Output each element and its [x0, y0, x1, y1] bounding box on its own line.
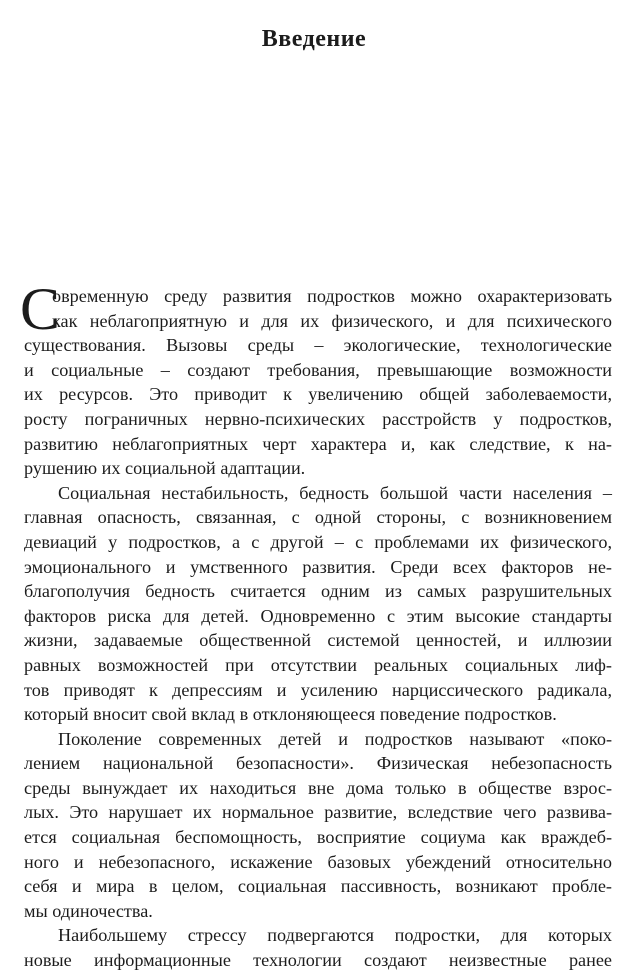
text-line: рушению их социальной адаптации.	[24, 458, 306, 479]
text-line: С овременную среду развития подростков можно охарактеризовать	[20, 276, 612, 342]
text-line: существования. Вызовы среды – экологические, технологические	[24, 335, 612, 356]
text-line: тов приводят к депрессиям и усилению нарциссического радикала,	[24, 679, 612, 700]
text-line: девиаций у подростков, а с другой – с проблемами их физического,	[24, 531, 612, 552]
text-line: среды вынуждает их находиться вне дома только в обществе взрос-	[24, 777, 612, 798]
drop-cap: С	[20, 276, 61, 342]
article-body	[20, 276, 612, 973]
text-line: жизни, задаваемые общественной системой ценностей, и иллюзии	[24, 630, 612, 651]
text-line: как неблагоприятную и для их физического, и для психического	[52, 310, 612, 331]
text-line: Социальная нестабильность, бедность большой части населения –	[58, 482, 612, 503]
text-line: благополучия бедность считается одним из самых разрушительных	[24, 581, 612, 602]
paragraph	[24, 481, 612, 727]
page-title: Введение	[261, 26, 367, 53]
text-line: равных возможностей при отсутствии реальных социальных лиф-	[24, 654, 612, 675]
text-line: Поколение современных детей и подростков называют «поко-	[58, 728, 612, 749]
text-line: лых. Это нарушает их нормальное развитие, вследствие чего развива-	[24, 802, 612, 823]
paragraph	[24, 923, 612, 972]
text-line: который вносит свой вклад в отклоняющееся поведение подростков.	[24, 704, 557, 725]
text-line: Наибольшему стрессу подвергаются подростки, для которых	[58, 925, 612, 946]
text-line: себя и мира в целом, социальная пассивность, возникают пробле-	[24, 876, 612, 897]
text-line: факторов риска для детей. Одновременно с этим высокие стандарты	[24, 605, 612, 626]
text-line: росту пограничных нервно-психических расстройств у подростков,	[24, 408, 612, 429]
text-line: лением национальной безопасности». Физическая небезопасность	[24, 753, 612, 774]
text-line: новые информационные технологии создают неизвестные ранее	[24, 950, 612, 971]
text-line: развитию неблагоприятных черт характера и, как следствие, к на-	[24, 433, 612, 454]
paragraph	[20, 276, 612, 481]
text-line: эмоционального и умственного развития. Среди всех факторов не-	[24, 556, 612, 577]
text-line: их ресурсов. Это приводит к увеличению общей заболеваемости,	[24, 384, 612, 405]
text-line: главная опасность, связанная, с одной стороны, с возникновением	[24, 507, 612, 528]
text-line: и социальные – создают требования, превышающие возможности	[24, 359, 612, 380]
text-line: ного и небезопасного, искажение базовых убеждений относительно	[24, 851, 612, 872]
text-line: мы одиночества.	[24, 900, 153, 921]
text-line: ется социальная беспомощность, восприятие социума как враждеб-	[24, 827, 612, 848]
paragraph	[24, 727, 612, 924]
